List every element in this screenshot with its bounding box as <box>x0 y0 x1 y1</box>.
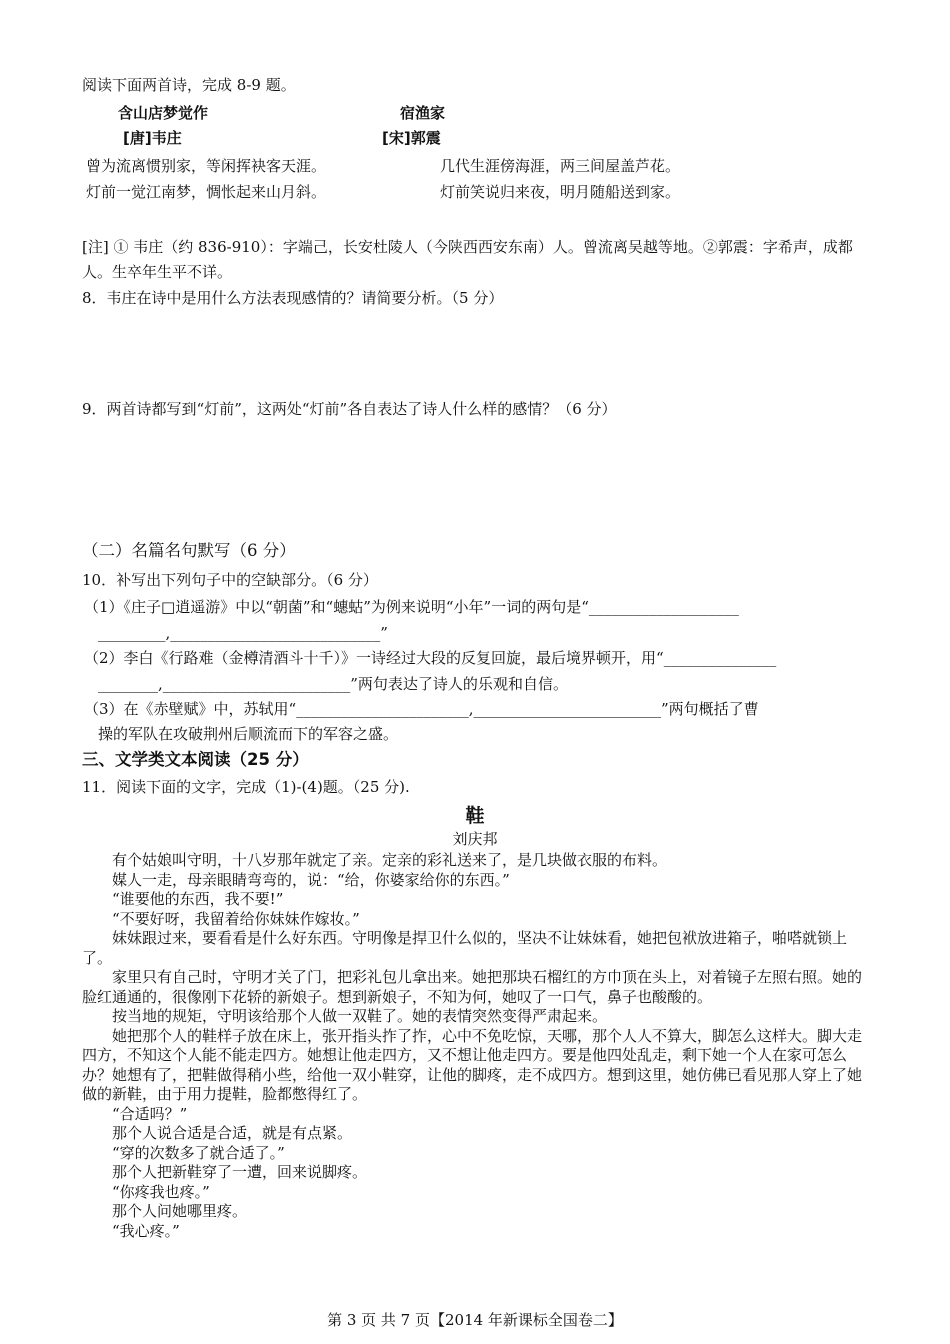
story-paragraph: “我心疼。” <box>112 1221 180 1240</box>
story-paragraph: 那个人说合适是合适，就是有点紧。 <box>112 1124 353 1142</box>
poem1-line2: 灯前一觉江南梦，惆怅起来山月斜。 <box>86 183 327 201</box>
poem2-author: [宋]郭震 <box>382 129 441 147</box>
question-11: 11．阅读下面的文字，完成（1)-(4)题。（25 分). <box>82 778 410 796</box>
question-8: 8．韦庄在诗中是用什么方法表现感情的？请简要分析。（5 分） <box>82 289 504 307</box>
poem1-author: [唐]韦庄 <box>123 129 182 147</box>
story-paragraph: “穿的次数多了就合适了。” <box>112 1143 285 1162</box>
question-9: 9．两首诗都写到“灯前”，这两处“灯前”各自表达了诗人什么样的感情？（6 分） <box>82 400 617 418</box>
story-title: 鞋 <box>465 805 485 827</box>
poem2-line1: 几代生涯傍海涯，两三间屋盖芦花。 <box>440 157 681 175</box>
poem2-title: 宿渔家 <box>400 104 446 122</box>
q10-item2-line2: ________,_________________________”两句表达了诗人的乐观和自信。 <box>98 675 568 693</box>
story-paragraph: “不要好呀，我留着给你妹妹作嫁妆。” <box>112 909 360 928</box>
story-paragraph: 那个人把新鞋穿了一遭，回来说脚疼。 <box>112 1163 368 1181</box>
question-10: 10．补写出下列句子中的空缺部分。（6 分） <box>82 571 378 589</box>
section-heading-3: 三、文学类文本阅读（25 分） <box>82 750 309 769</box>
story-paragraph: 媒人一走，母亲眼睛弯弯的，说：“给，你婆家给你的东西。” <box>112 870 510 889</box>
story-body <box>82 851 872 1241</box>
poem1-line1: 曾为流离惯别家，等闲挥袂客天涯。 <box>86 157 327 175</box>
poem-note: [注] ① 韦庄（约 836-910）：字端己，长安杜陵人（今陕西西安东南）人。曾流离吴越等地。②郭震：字希声，成都人。生卒年生平不详。 <box>82 238 853 281</box>
poem2-line2: 灯前笑说归来夜，明月随船送到家。 <box>440 183 681 201</box>
q10-item2-line1: （2）李白《行路难（金樽清酒斗十千）》一诗经过大段的反复回旋，最后境界顿开，用“_______________ <box>84 649 777 667</box>
q10-item1-line1: （1）《庄子□逍遥游》中以“朝菌”和“蟪蛄”为例来说明“小年”一词的两句是“____________________ <box>84 598 739 616</box>
story-paragraph: 那个人问她哪里疼。 <box>112 1202 248 1220</box>
story-paragraph: 她把那个人的鞋样子放在床上，张开指头拃了拃，心中不免吃惊，天哪，那个人人不算大，脚怎么这样大。脚大走四方，不知这个人能不能走四方。她想让他走四方，又不想让他走四方。要是他四处乱走，剩下她一个人在家可怎么办？她想有了，把鞋做得稍小些，给他一双小鞋穿，让他的脚疼，走不成四方。想到这里，她仿佛已看见那人穿上了她做的新鞋，由于用力提鞋，脸都憋得红了。 <box>82 1026 863 1103</box>
poem1-title: 含山店梦觉作 <box>118 104 209 122</box>
q10-item1-line2: _________,____________________________” <box>98 624 388 642</box>
story-paragraph: “合适吗？” <box>112 1104 188 1123</box>
reading-intro: 阅读下面两首诗，完成 8-9 题。 <box>82 76 296 94</box>
q10-item3-line2: 操的军队在攻破荆州后顺流而下的军容之盛。 <box>98 725 399 743</box>
story-paragraph: 妹妹跟过来，要看看是什么好东西。守明像是捍卫什么似的，坚决不让妹妹看，她把包袱放进箱子，啪嗒就锁上了。 <box>82 929 848 967</box>
section-heading-2: （二）名篇名句默写（6 分） <box>82 541 296 560</box>
story-paragraph: 按当地的规矩，守明该给那个人做一双鞋了。她的表情突然变得严肃起来。 <box>112 1007 608 1025</box>
story-paragraph: 有个姑娘叫守明，十八岁那年就定了亲。定亲的彩礼送来了，是几块做衣服的布料。 <box>112 851 668 869</box>
q10-item3-line1: （3）在《赤壁赋》中，苏轼用“_______________________,_________________________”两句概括了曹 <box>84 700 759 718</box>
story-author: 刘庆邦 <box>452 830 498 848</box>
story-paragraph: “谁要他的东西，我不要!” <box>112 890 284 908</box>
story-paragraph: 家里只有自己时，守明才关了门，把彩礼包儿拿出来。她把那块石榴红的方巾顶在头上，对着镜子左照右照。她的脸红通通的，很像刚下花轿的新娘子。想到新娘子，不知为何，她叹了一口气，鼻子也酸酸的。 <box>82 968 863 1006</box>
page-footer: 第 3 页 共 7 页【2014 年新课标全国卷二】 <box>327 1311 623 1329</box>
story-paragraph: “你疼我也疼。” <box>112 1182 210 1201</box>
